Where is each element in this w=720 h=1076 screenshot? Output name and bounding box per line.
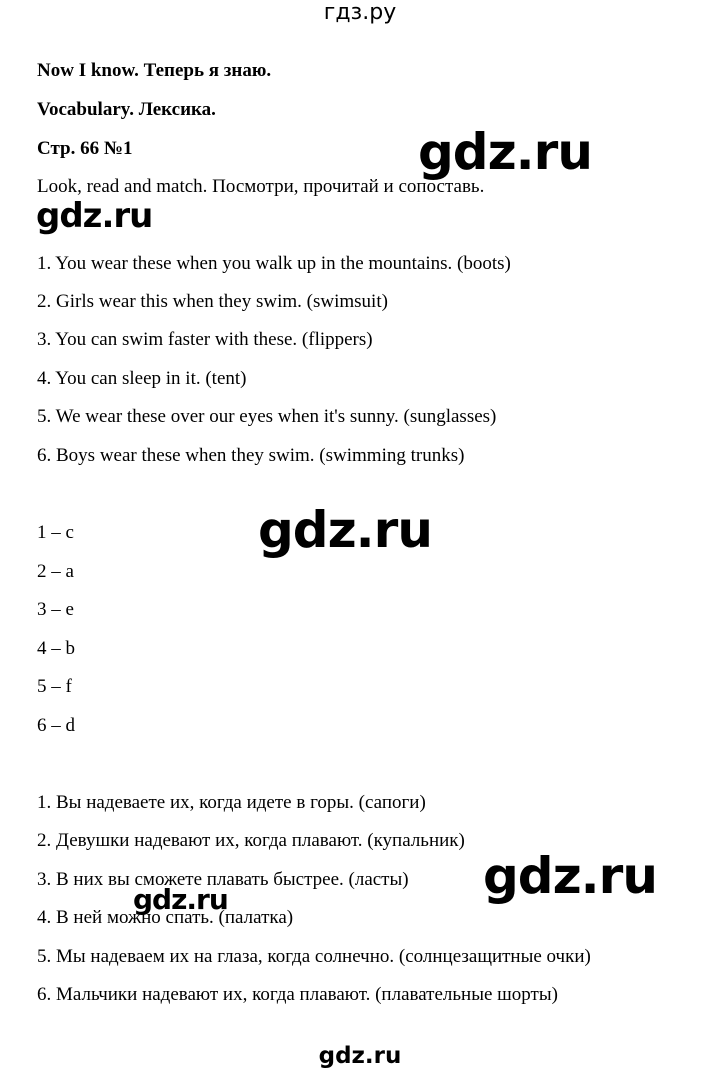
watermark-4: gdz.ru xyxy=(483,847,657,905)
russian-item-1: 1. Вы надеваете их, когда идете в горы. (сапоги) xyxy=(37,792,426,813)
answer-6: 6 – d xyxy=(37,715,75,736)
site-footer: gdz.ru xyxy=(318,1043,402,1069)
answer-5: 5 – f xyxy=(37,676,72,697)
english-item-3: 3. You can swim faster with these. (flippers) xyxy=(37,329,373,350)
answer-4: 4 – b xyxy=(37,638,75,659)
english-item-6: 6. Boys wear these when they swim. (swimming trunks) xyxy=(37,445,465,466)
site-header: гдз.ру xyxy=(323,0,397,25)
answer-3: 3 – e xyxy=(37,599,74,620)
english-item-4: 4. You can sleep in it. (tent) xyxy=(37,368,247,389)
section-title: Now I know. Теперь я знаю. xyxy=(37,60,272,81)
russian-item-2: 2. Девушки надевают их, когда плавают. (купальник) xyxy=(37,830,465,851)
english-item-2: 2. Girls wear this when they swim. (swimsuit) xyxy=(37,291,388,312)
answer-1: 1 – c xyxy=(37,522,74,543)
watermark-1: gdz.ru xyxy=(418,123,592,181)
english-item-1: 1. You wear these when you walk up in the mountains. (boots) xyxy=(37,253,511,274)
page-reference: Стр. 66 №1 xyxy=(37,138,133,159)
watermark-5: gdz.ru xyxy=(133,883,228,916)
instruction: Look, read and match. Посмотри, прочитай и сопоставь. xyxy=(37,176,485,197)
russian-item-6: 6. Мальчики надевают их, когда плавают. (плавательные шорты) xyxy=(37,984,558,1005)
watermark-2: gdz.ru xyxy=(36,196,153,236)
english-item-5: 5. We wear these over our eyes when it's sunny. (sunglasses) xyxy=(37,406,497,427)
russian-item-3: 3. В них вы сможете плавать быстрее. (ласты) xyxy=(37,869,409,890)
watermark-3: gdz.ru xyxy=(258,501,432,559)
answer-2: 2 – a xyxy=(37,561,74,582)
russian-item-4: 4. В ней можно спать. (палатка) xyxy=(37,907,294,928)
section-subtitle: Vocabulary. Лексика. xyxy=(37,99,216,120)
russian-item-5: 5. Мы надеваем их на глаза, когда солнечно. (солнцезащитные очки) xyxy=(37,946,591,967)
